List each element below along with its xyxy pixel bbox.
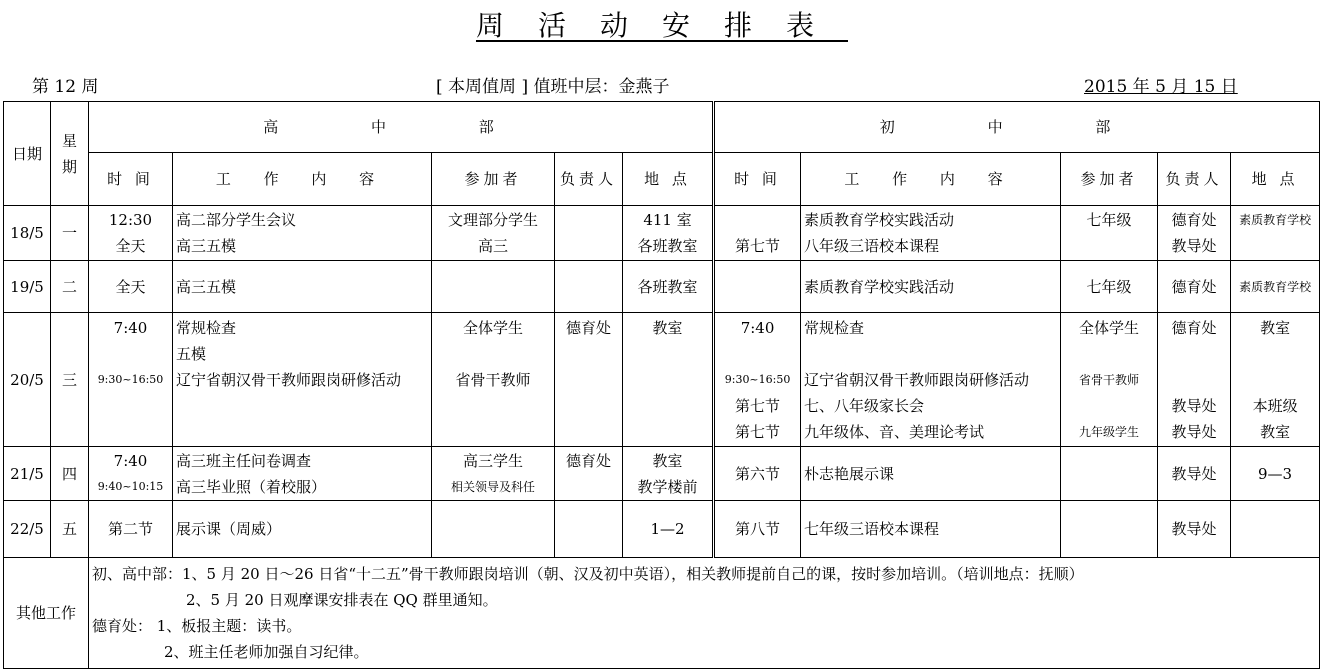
junior-time-cell bbox=[714, 501, 801, 558]
senior-content-entry: 常规检查 bbox=[176, 318, 237, 337]
senior-place-entry: 教室 bbox=[652, 451, 683, 470]
senior-time-entry: 7:40 bbox=[113, 318, 148, 337]
junior-participants-entry bbox=[1064, 516, 1154, 542]
junior-leader-cell bbox=[1158, 313, 1231, 447]
other-work-notes bbox=[89, 558, 1320, 669]
senior-participants-cell bbox=[432, 447, 555, 501]
junior-leader-cell bbox=[1158, 206, 1231, 261]
senior-content-entry: 高二部分学生会议 bbox=[176, 211, 297, 229]
senior-leader-entry: 德育处 bbox=[565, 318, 611, 337]
senior-place-entry: 教室 bbox=[652, 318, 683, 337]
senior-content-entry: 五模 bbox=[176, 344, 207, 363]
junior-leader-entry: 教导处 bbox=[1171, 464, 1217, 483]
senior-place-cell bbox=[623, 313, 714, 447]
senior-dept-header: 高 中 部 bbox=[89, 102, 714, 153]
senior-leader-cell bbox=[555, 206, 623, 261]
senior-place-entry: 1—2 bbox=[650, 520, 685, 538]
senior-participants-cell bbox=[432, 501, 555, 558]
row-weekday: 五 bbox=[51, 501, 89, 558]
senior-col-place: 地 点 bbox=[623, 153, 714, 206]
junior-leader-entry: 教导处 bbox=[1171, 520, 1217, 538]
senior-leader-cell bbox=[555, 447, 623, 501]
junior-time-cell bbox=[714, 447, 801, 501]
junior-time-entry: 第七节 bbox=[735, 422, 781, 441]
junior-place-cell bbox=[1231, 501, 1320, 558]
senior-participants-cell bbox=[432, 206, 555, 261]
senior-place-entry: 教学楼前 bbox=[637, 477, 698, 496]
senior-time-cell bbox=[89, 501, 173, 558]
junior-place-entry bbox=[1234, 341, 1316, 367]
junior-content-cell bbox=[801, 501, 1061, 558]
junior-participants-cell bbox=[1061, 447, 1158, 501]
senior-place-entry: 各班教室 bbox=[637, 277, 698, 296]
junior-time-entry: 第七节 bbox=[735, 396, 781, 415]
junior-leader-entry bbox=[1161, 341, 1227, 367]
junior-content-entry: 七年级三语校本课程 bbox=[804, 520, 940, 538]
senior-col-participants: 参加者 bbox=[432, 153, 555, 206]
duty-officer: [ 本周值周 ] 值班中层：金燕子 bbox=[436, 77, 670, 97]
row-weekday: 四 bbox=[51, 447, 89, 501]
row-date: 22/5 bbox=[4, 501, 51, 558]
junior-leader-entry bbox=[1161, 367, 1227, 393]
senior-time-entry bbox=[92, 419, 169, 445]
senior-place-cell bbox=[623, 206, 714, 261]
junior-participants-entry: 七年级 bbox=[1086, 211, 1132, 229]
senior-participants-entry bbox=[435, 274, 551, 300]
junior-participants-cell bbox=[1061, 501, 1158, 558]
senior-place-entry bbox=[626, 341, 709, 367]
junior-content-entry: 九年级体、音、美理论考试 bbox=[804, 422, 985, 441]
junior-content-entry: 素质教育学校实践活动 bbox=[804, 211, 955, 229]
senior-participants-cell bbox=[432, 261, 555, 313]
senior-time-entry: 9:30~16:50 bbox=[97, 372, 164, 386]
row-date: 21/5 bbox=[4, 447, 51, 501]
junior-time-entry: 9:30~16:50 bbox=[724, 372, 791, 386]
junior-place-entry: 本班级 bbox=[1252, 396, 1298, 415]
senior-participants-entry: 相关领导及科任 bbox=[450, 479, 535, 494]
senior-content-entry: 辽宁省朝汉骨干教师跟岗研修活动 bbox=[176, 370, 402, 389]
junior-place-entry: 素质教育学校 bbox=[1239, 213, 1312, 227]
senior-content-cell bbox=[173, 501, 432, 558]
senior-content-entry: 高三班主任问卷调查 bbox=[176, 451, 312, 470]
document-date: 2015 年 5 月 15 日 bbox=[1084, 77, 1238, 97]
row-date: 18/5 bbox=[4, 206, 51, 261]
junior-time-entry bbox=[718, 341, 797, 367]
senior-time-entry: 12:30 bbox=[108, 211, 153, 229]
schedule-table bbox=[3, 101, 1320, 669]
junior-col-participants: 参加者 bbox=[1061, 153, 1158, 206]
junior-participants-cell bbox=[1061, 313, 1158, 447]
junior-col-leader: 负责人 bbox=[1158, 153, 1231, 206]
senior-leader-entry bbox=[558, 419, 619, 445]
senior-time-entry: 全天 bbox=[115, 277, 146, 296]
senior-time-cell bbox=[89, 261, 173, 313]
junior-participants-entry: 省骨干教师 bbox=[1079, 372, 1140, 387]
junior-place-cell bbox=[1231, 206, 1320, 261]
senior-col-time: 时 间 bbox=[89, 153, 173, 206]
senior-participants-entry bbox=[435, 419, 551, 445]
senior-time-cell bbox=[89, 447, 173, 501]
schedule-row bbox=[4, 206, 1320, 261]
senior-time-entry: 7:40 bbox=[113, 451, 148, 470]
senior-place-cell bbox=[623, 501, 714, 558]
senior-participants-entry: 全体学生 bbox=[462, 318, 523, 337]
junior-leader-entry: 德育处 bbox=[1171, 318, 1217, 337]
senior-leader-entry bbox=[558, 474, 619, 500]
other-work-line: 德育处： 1、板报主题：读书。 bbox=[92, 617, 302, 635]
schedule-row bbox=[4, 313, 1320, 447]
row-weekday: 二 bbox=[51, 261, 89, 313]
senior-leader-entry bbox=[558, 233, 619, 259]
junior-time-entry bbox=[718, 207, 797, 233]
junior-place-entry: 教室 bbox=[1260, 318, 1291, 337]
junior-participants-entry: 九年级学生 bbox=[1079, 424, 1140, 439]
junior-place-cell bbox=[1231, 261, 1320, 313]
junior-col-time: 时 间 bbox=[714, 153, 801, 206]
junior-participants-entry bbox=[1064, 461, 1154, 487]
senior-leader-entry: 德育处 bbox=[565, 451, 611, 470]
junior-time-cell bbox=[714, 313, 801, 447]
junior-leader-entry: 教导处 bbox=[1171, 237, 1217, 255]
junior-col-content: 工 作 内 容 bbox=[801, 153, 1061, 206]
junior-time-entry bbox=[718, 274, 797, 300]
junior-time-entry: 第八节 bbox=[735, 520, 781, 538]
junior-content-cell bbox=[801, 261, 1061, 313]
senior-content-entry bbox=[176, 393, 428, 419]
senior-time-entry: 9:40~10:15 bbox=[97, 479, 164, 493]
junior-place-entry: 教室 bbox=[1260, 422, 1291, 441]
schedule-row bbox=[4, 447, 1320, 501]
senior-content-entry: 高三毕业照（着校服） bbox=[176, 477, 327, 496]
junior-time-cell bbox=[714, 206, 801, 261]
schedule-row bbox=[4, 501, 1320, 558]
junior-content-cell bbox=[801, 447, 1061, 501]
other-work-line: 初、高中部：1、5 月 20 日～26 日省“十二五”骨干教师跟岗培训（朝、汉及初中英语），相关教师提前自己的课，按时参加培训。（培训地点：抚顺） bbox=[92, 565, 1084, 583]
junior-participants-entry: 七年级 bbox=[1086, 277, 1132, 296]
junior-leader-cell bbox=[1158, 447, 1231, 501]
junior-content-entry bbox=[804, 341, 1057, 367]
senior-place-entry bbox=[626, 419, 709, 445]
junior-place-cell bbox=[1231, 313, 1320, 447]
senior-content-cell bbox=[173, 313, 432, 447]
junior-dept-header: 初 中 部 bbox=[714, 102, 1320, 153]
senior-leader-entry bbox=[558, 367, 619, 393]
senior-col-content: 工 作 内 容 bbox=[173, 153, 432, 206]
senior-place-entry bbox=[626, 367, 709, 393]
junior-participants-entry: 全体学生 bbox=[1079, 318, 1140, 337]
senior-leader-cell bbox=[555, 501, 623, 558]
senior-content-entry: 高三五模 bbox=[176, 277, 237, 296]
senior-content-cell bbox=[173, 447, 432, 501]
senior-participants-entry bbox=[435, 516, 551, 542]
senior-leader-entry bbox=[558, 207, 619, 233]
junior-participants-cell bbox=[1061, 261, 1158, 313]
row-weekday: 三 bbox=[51, 313, 89, 447]
junior-place-cell bbox=[1231, 447, 1320, 501]
senior-participants-entry bbox=[435, 393, 551, 419]
senior-participants-entry: 省骨干教师 bbox=[455, 370, 531, 389]
junior-col-place: 地 点 bbox=[1231, 153, 1320, 206]
junior-content-entry: 常规检查 bbox=[804, 318, 865, 337]
senior-time-entry: 全天 bbox=[115, 237, 146, 255]
senior-participants-entry: 高三学生 bbox=[462, 451, 523, 470]
junior-content-entry: 素质教育学校实践活动 bbox=[804, 277, 955, 296]
junior-time-entry: 第六节 bbox=[735, 464, 781, 483]
junior-content-entry: 辽宁省朝汉骨干教师跟岗研修活动 bbox=[804, 370, 1030, 389]
senior-leader-cell bbox=[555, 313, 623, 447]
junior-place-entry: 素质教育学校 bbox=[1239, 279, 1312, 294]
senior-leader-entry bbox=[558, 341, 619, 367]
senior-time-cell bbox=[89, 206, 173, 261]
junior-place-entry: 9—3 bbox=[1258, 464, 1293, 483]
other-work-line: 2、班主任老师加强自习纪律。 bbox=[164, 643, 369, 661]
junior-place-entry bbox=[1234, 233, 1316, 259]
junior-participants-cell bbox=[1061, 206, 1158, 261]
junior-leader-entry: 教导处 bbox=[1171, 422, 1217, 441]
senior-content-entry: 高三五模 bbox=[176, 237, 237, 255]
junior-leader-entry: 德育处 bbox=[1171, 211, 1217, 229]
senior-place-cell bbox=[623, 447, 714, 501]
senior-leader-cell bbox=[555, 261, 623, 313]
junior-time-entry: 第七节 bbox=[735, 237, 781, 255]
junior-content-cell bbox=[801, 313, 1061, 447]
senior-content-entry bbox=[176, 419, 428, 445]
schedule-row bbox=[4, 261, 1320, 313]
week-number: 第 12 周 bbox=[32, 77, 99, 97]
senior-participants-entry: 高三 bbox=[477, 237, 508, 255]
col-date: 日期 bbox=[4, 102, 51, 206]
junior-content-cell bbox=[801, 206, 1061, 261]
senior-leader-entry bbox=[558, 516, 619, 542]
senior-participants-cell bbox=[432, 313, 555, 447]
senior-place-entry: 各班教室 bbox=[637, 237, 698, 255]
col-weekday: 星期 bbox=[51, 102, 89, 206]
row-weekday: 一 bbox=[51, 206, 89, 261]
row-date: 20/5 bbox=[4, 313, 51, 447]
junior-leader-entry: 教导处 bbox=[1171, 396, 1217, 415]
page-title: 周活动安排表 bbox=[475, 9, 848, 42]
senior-participants-entry: 文理部分学生 bbox=[447, 211, 538, 229]
senior-time-entry bbox=[92, 341, 169, 367]
senior-time-entry: 第二节 bbox=[107, 520, 153, 538]
senior-leader-entry bbox=[558, 274, 619, 300]
senior-time-entry bbox=[92, 393, 169, 419]
senior-place-cell bbox=[623, 261, 714, 313]
senior-time-cell bbox=[89, 313, 173, 447]
junior-participants-entry bbox=[1064, 393, 1154, 419]
junior-place-entry bbox=[1234, 367, 1316, 393]
junior-content-entry: 朴志艳展示课 bbox=[804, 464, 895, 483]
junior-place-entry bbox=[1234, 516, 1316, 542]
other-work-line: 2、5 月 20 日观摩课安排表在 QQ 群里通知。 bbox=[186, 591, 498, 609]
senior-content-entry: 展示课（周威） bbox=[176, 520, 282, 538]
row-date: 19/5 bbox=[4, 261, 51, 313]
senior-place-entry: 411 室 bbox=[643, 211, 692, 229]
senior-participants-entry bbox=[435, 341, 551, 367]
junior-content-entry: 七、八年级家长会 bbox=[804, 396, 925, 415]
junior-leader-cell bbox=[1158, 261, 1231, 313]
junior-leader-entry: 德育处 bbox=[1171, 277, 1217, 296]
junior-participants-entry bbox=[1064, 341, 1154, 367]
senior-content-cell bbox=[173, 261, 432, 313]
junior-time-cell bbox=[714, 261, 801, 313]
senior-leader-entry bbox=[558, 393, 619, 419]
senior-content-cell bbox=[173, 206, 432, 261]
other-work-label: 其他工作 bbox=[4, 558, 89, 669]
junior-time-entry: 7:40 bbox=[740, 318, 775, 337]
junior-content-entry: 八年级三语校本课程 bbox=[804, 237, 940, 255]
senior-place-entry bbox=[626, 393, 709, 419]
senior-col-leader: 负责人 bbox=[555, 153, 623, 206]
junior-participants-entry bbox=[1064, 233, 1154, 259]
junior-leader-cell bbox=[1158, 501, 1231, 558]
